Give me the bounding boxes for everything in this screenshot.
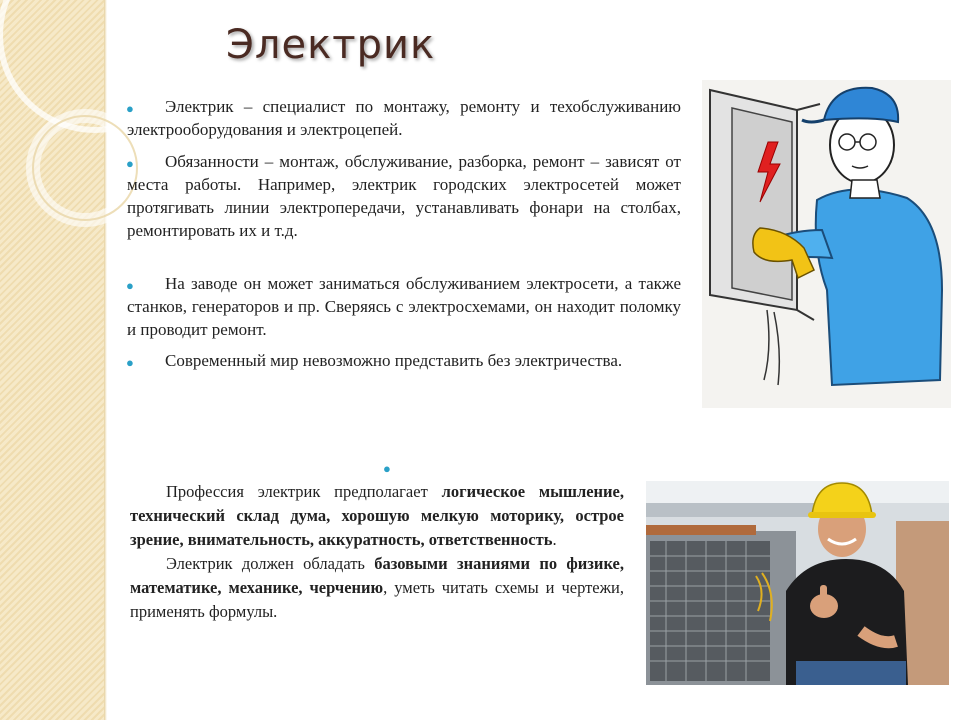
electrician-illustration xyxy=(702,80,951,408)
para-text: Профессия электрик предполагает xyxy=(166,482,442,501)
bullet-list xyxy=(127,95,681,372)
slide-title: Электрик xyxy=(226,22,436,68)
bullet-text: Современный мир невозможно представить без электричества. xyxy=(165,351,623,370)
bullet-dot-icon: ● xyxy=(126,101,134,116)
bullet-text: Обязанности – монтаж, обслуживание, разборка, ремонт – зависят от места работы. Например, электрик городских электросетей может протягивать линии электропередачи, устанавливать фонари на столбах, ремонтировать их и т.д. xyxy=(127,152,681,240)
bullet-text: Электрик – специалист по монтажу, ремонту и техобслуживанию электрооборудования и электроцепей. xyxy=(127,97,681,139)
bullet-item xyxy=(127,95,681,141)
bullet-item xyxy=(127,150,681,242)
electrician-photo xyxy=(646,481,949,685)
para-text: . xyxy=(552,530,557,549)
bullet-dot-icon: ● xyxy=(126,278,134,293)
bullet-dot-icon: ● xyxy=(126,156,134,171)
para-text: Электрик должен обладать xyxy=(166,554,375,573)
qualities-text xyxy=(130,480,624,624)
para-text: , уметь читать схемы и чертежи, применять формулы. xyxy=(130,578,624,621)
para-bold-text: логическое мышление, технический склад дума, хорошую мелкую моторику, острое зрение, внимательность, аккуратность, ответственность xyxy=(130,482,624,549)
paragraph-profession xyxy=(130,480,624,552)
bullet-dot-icon: ● xyxy=(126,355,134,370)
para-bold-text: базовыми знаниями по физике, математике, механике, черчению xyxy=(130,554,624,597)
bullet-text: На заводе он может заниматься обслуживанием электросети, а также станков, генераторов и пр. Сверяясь с электросхемами, он находит поломку и проводит ремонт. xyxy=(127,274,681,339)
bullet-dot-icon: ● xyxy=(383,461,391,476)
paragraph-knowledge xyxy=(130,552,624,624)
bullet-item xyxy=(127,349,681,372)
bullet-item xyxy=(127,272,681,341)
